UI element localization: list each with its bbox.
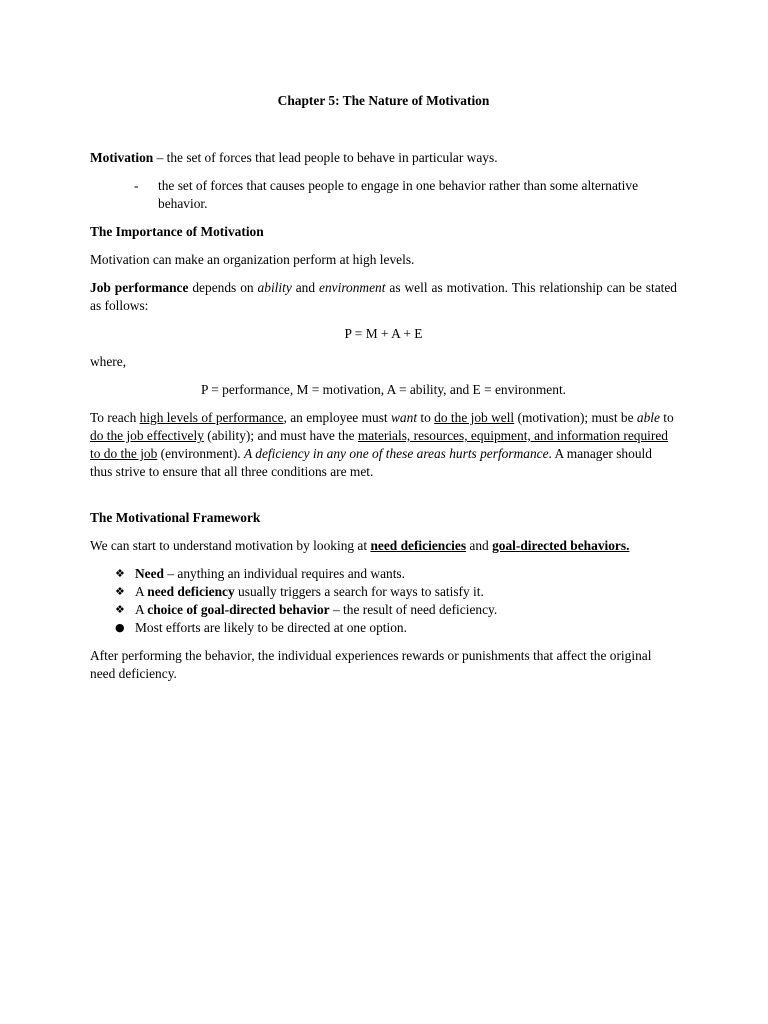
text-run: A: [135, 602, 148, 617]
importance-intro: Motivation can make an organization perform at high levels.: [90, 252, 415, 267]
italic-phrase: able: [636, 410, 660, 425]
section-heading-importance: The Importance of Motivation: [90, 224, 264, 239]
document-body: [90, 92, 677, 693]
text-run: usually triggers a search for ways to satisfy it.: [234, 584, 484, 599]
text-run: and: [466, 538, 493, 553]
underlined-phrase: high levels of performance: [139, 410, 284, 425]
framework-closing: After performing the behavior, the individual experiences rewards or punishments that affect the original need deficiency.: [90, 648, 652, 681]
sub-bullet-text: Most efforts are likely to be directed at one option.: [135, 620, 407, 635]
need-deficiency-term: need deficiency: [147, 584, 235, 599]
diamond-bullet-icon: ❖: [115, 603, 125, 616]
goal-directed-behavior-term: choice of goal-directed behavior: [147, 602, 330, 617]
alternative-definition: [90, 177, 677, 213]
definition-term: Motivation: [90, 150, 154, 165]
dash-marker: -: [134, 178, 139, 193]
diamond-bullet-icon: ❖: [115, 585, 125, 598]
round-bullet-icon: ●: [115, 621, 125, 634]
italic-phrase: want: [391, 410, 418, 425]
section-heading-framework: The Motivational Framework: [90, 510, 261, 525]
goal-directed-behaviors-term: goal-directed behaviors.: [492, 538, 630, 553]
text-run: (environment).: [157, 446, 244, 461]
list-item: [90, 583, 677, 601]
list-item: [90, 619, 677, 637]
text-run: – anything an individual requires and wants.: [164, 566, 405, 581]
ability-term: ability: [257, 280, 292, 295]
underlined-phrase: do the job well: [434, 410, 515, 425]
chapter-title: Chapter 5: The Nature of Motivation: [277, 93, 490, 108]
underlined-phrase: materials, resources, equipment, and information required to do the job: [90, 428, 668, 461]
job-performance-paragraph: [90, 279, 677, 315]
need-term: Need: [135, 566, 165, 581]
formula-legend: P = performance, M = motivation, A = ability, and E = environment.: [200, 382, 567, 397]
framework-intro: [90, 537, 677, 555]
formula-where: where,: [90, 354, 127, 369]
text-run: . A manager should thus strive to ensure that all three conditions are met.: [90, 446, 652, 479]
text-run: (motivation); must be: [514, 410, 637, 425]
text-run: , an employee must: [283, 410, 391, 425]
text-run: (ability); and must have the: [203, 428, 358, 443]
diamond-bullet-icon: ❖: [115, 567, 125, 580]
text-run: and: [291, 280, 320, 295]
performance-conditions-paragraph: [90, 409, 677, 481]
definition-text: – the set of forces that lead people to behave in particular ways.: [153, 150, 498, 165]
underlined-phrase: do the job effectively: [90, 428, 204, 443]
list-item: [90, 565, 677, 583]
text-run: – the result of need deficiency.: [329, 602, 498, 617]
alternative-definition-text: the set of forces that causes people to engage in one behavior rather than some alternative behavior.: [158, 178, 639, 211]
text-run: to: [417, 410, 435, 425]
text-run: A: [135, 584, 148, 599]
text-run: To reach: [90, 410, 140, 425]
job-performance-term: Job performance: [90, 280, 189, 295]
environment-term: environment: [319, 280, 386, 295]
motivation-definition: [90, 149, 677, 167]
framework-bullet-list: [90, 565, 677, 637]
text-run: depends on: [188, 280, 258, 295]
text-run: to: [659, 410, 674, 425]
text-run: as well as motivation. This relationship can be stated as follows:: [90, 280, 677, 313]
need-deficiencies-term: need deficiencies: [370, 538, 467, 553]
list-item: [90, 601, 677, 619]
italic-phrase: A deficiency in any one of these areas hurts performance: [243, 446, 549, 461]
text-run: We can start to understand motivation by looking at: [90, 538, 371, 553]
performance-formula: P = M + A + E: [344, 326, 423, 341]
